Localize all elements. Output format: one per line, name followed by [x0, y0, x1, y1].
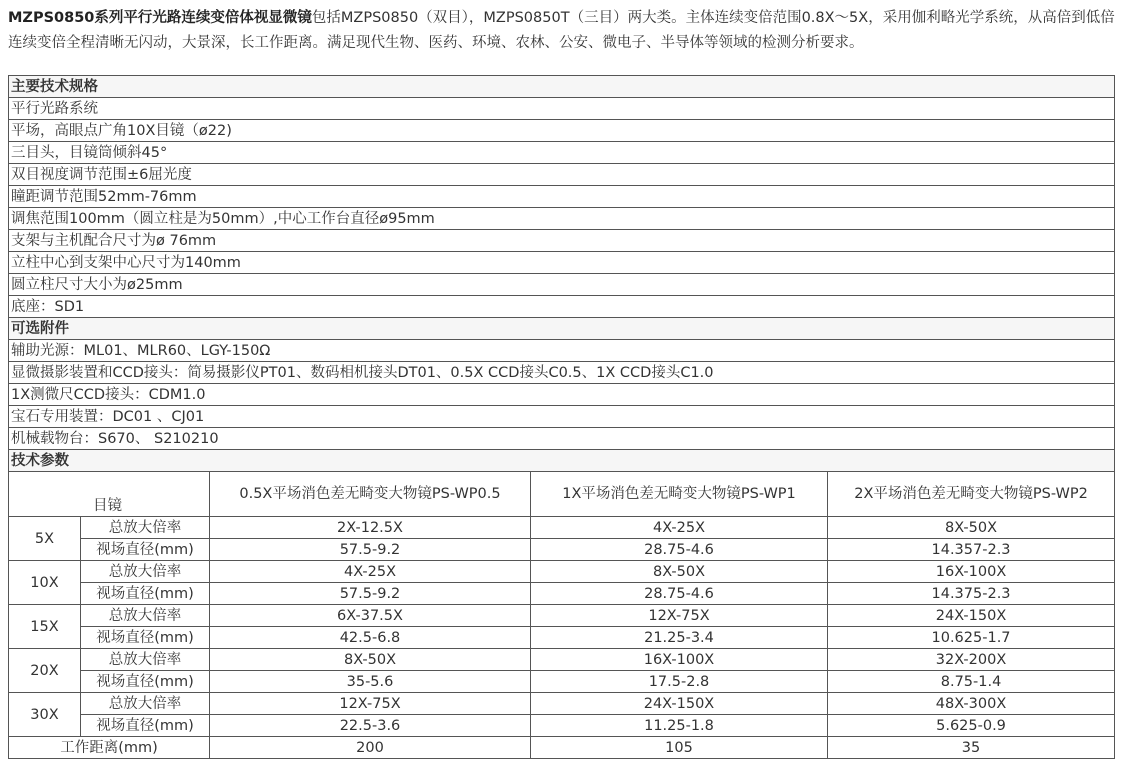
eyepiece-cell: 20X	[9, 649, 81, 693]
spec-row: 底座：SD1	[9, 296, 1115, 318]
eyepiece-cell: 5X	[9, 517, 81, 561]
intro-paragraph	[8, 6, 1116, 56]
spec-row: 调焦范围100mm（圆立柱是为50mm）,中心工作台直径ø95mm	[9, 208, 1115, 230]
working-distance-value: 35	[828, 737, 1115, 759]
spec-row: 平行光路系统	[9, 98, 1115, 120]
fov-value: 14.357-2.3	[828, 539, 1115, 561]
spec-row: 平场，高眼点广角10X目镜（ø22)	[9, 120, 1115, 142]
spec-row: 立柱中心到支架中心尺寸为140mm	[9, 252, 1115, 274]
fov-label: 视场直径(mm)	[81, 715, 210, 737]
fov-value: 42.5-6.8	[210, 627, 531, 649]
mag-value: 4X-25X	[210, 561, 531, 583]
mag-value: 24X-150X	[531, 693, 828, 715]
fov-value: 14.375-2.3	[828, 583, 1115, 605]
mag-value: 16X-100X	[828, 561, 1115, 583]
mag-value: 16X-100X	[531, 649, 828, 671]
mag-value: 24X-150X	[828, 605, 1115, 627]
accessory-row: 辅助光源：ML01、MLR60、LGY-150Ω	[9, 340, 1115, 362]
fov-value: 22.5-3.6	[210, 715, 531, 737]
fov-value: 35-5.6	[210, 671, 531, 693]
intro-text: 包括MZPS0850（双目），MZPS0850T（三目）两大类。主体连续变倍范围0.8X～5X，采用伽利略光学系统，从高倍到低倍连续变倍全程清晰无闪动，大景深，长工作距离。满足现代生物、医药、环境、农林、公安、微电子、半导体等领域的检测分析要求。	[8, 10, 1115, 51]
fov-value: 28.75-4.6	[531, 583, 828, 605]
mag-value: 6X-37.5X	[210, 605, 531, 627]
working-distance-value: 105	[531, 737, 828, 759]
mag-label: 总放大倍率	[81, 693, 210, 715]
fov-label: 视场直径(mm)	[81, 627, 210, 649]
working-distance-label: 工作距离(mm)	[9, 737, 210, 759]
fov-value: 10.625-1.7	[828, 627, 1115, 649]
objective-header: 1X平场消色差无畸变大物镜PS-WP1	[531, 472, 828, 517]
mag-value: 12X-75X	[531, 605, 828, 627]
fov-value: 17.5-2.8	[531, 671, 828, 693]
spec-table	[8, 75, 1115, 759]
accessory-row: 显微摄影装置和CCD接头：简易摄影仪PT01、数码相机接头DT01、0.5X CCD接头C0.5、1X CCD接头C1.0	[9, 362, 1115, 384]
mag-value: 8X-50X	[531, 561, 828, 583]
mag-label: 总放大倍率	[81, 517, 210, 539]
spec-row: 三目头，目镜筒倾斜45°	[9, 142, 1115, 164]
params-heading: 技术参数	[9, 450, 1115, 472]
accessory-row: 宝石专用装置：DC01 、CJ01	[9, 406, 1115, 428]
accessories-heading: 可选附件	[9, 318, 1115, 340]
fov-value: 57.5-9.2	[210, 539, 531, 561]
fov-value: 5.625-0.9	[828, 715, 1115, 737]
specs-heading: 主要技术规格	[9, 76, 1115, 98]
fov-value: 57.5-9.2	[210, 583, 531, 605]
objective-header: 2X平场消色差无畸变大物镜PS-WP2	[828, 472, 1115, 517]
mag-value: 8X-50X	[210, 649, 531, 671]
working-distance-value: 200	[210, 737, 531, 759]
mag-label: 总放大倍率	[81, 649, 210, 671]
fov-value: 28.75-4.6	[531, 539, 828, 561]
accessory-row: 机械载物台：S670、 S210210	[9, 428, 1115, 450]
fov-label: 视场直径(mm)	[81, 583, 210, 605]
mag-value: 12X-75X	[210, 693, 531, 715]
mag-value: 32X-200X	[828, 649, 1115, 671]
spec-row: 双目视度调节范围±6屈光度	[9, 164, 1115, 186]
fov-label: 视场直径(mm)	[81, 671, 210, 693]
fov-value: 8.75-1.4	[828, 671, 1115, 693]
spec-row: 支架与主机配合尺寸为ø 76mm	[9, 230, 1115, 252]
mag-label: 总放大倍率	[81, 561, 210, 583]
mag-value: 4X-25X	[531, 517, 828, 539]
spec-row: 瞳距调节范围52mm-76mm	[9, 186, 1115, 208]
mag-value: 8X-50X	[828, 517, 1115, 539]
spec-row: 圆立柱尺寸大小为ø25mm	[9, 274, 1115, 296]
mag-value: 2X-12.5X	[210, 517, 531, 539]
eyepiece-cell: 15X	[9, 605, 81, 649]
eyepiece-cell: 30X	[9, 693, 81, 737]
product-title: MZPS0850系列平行光路连续变倍体视显微镜	[8, 10, 312, 26]
mag-label: 总放大倍率	[81, 605, 210, 627]
fov-value: 11.25-1.8	[531, 715, 828, 737]
objective-header: 0.5X平场消色差无畸变大物镜PS-WP0.5	[210, 472, 531, 517]
fov-label: 视场直径(mm)	[81, 539, 210, 561]
mag-value: 48X-300X	[828, 693, 1115, 715]
fov-value: 21.25-3.4	[531, 627, 828, 649]
eyepiece-header: 目镜	[9, 472, 210, 517]
accessory-row: 1X测微尺CCD接头：CDM1.0	[9, 384, 1115, 406]
eyepiece-cell: 10X	[9, 561, 81, 605]
